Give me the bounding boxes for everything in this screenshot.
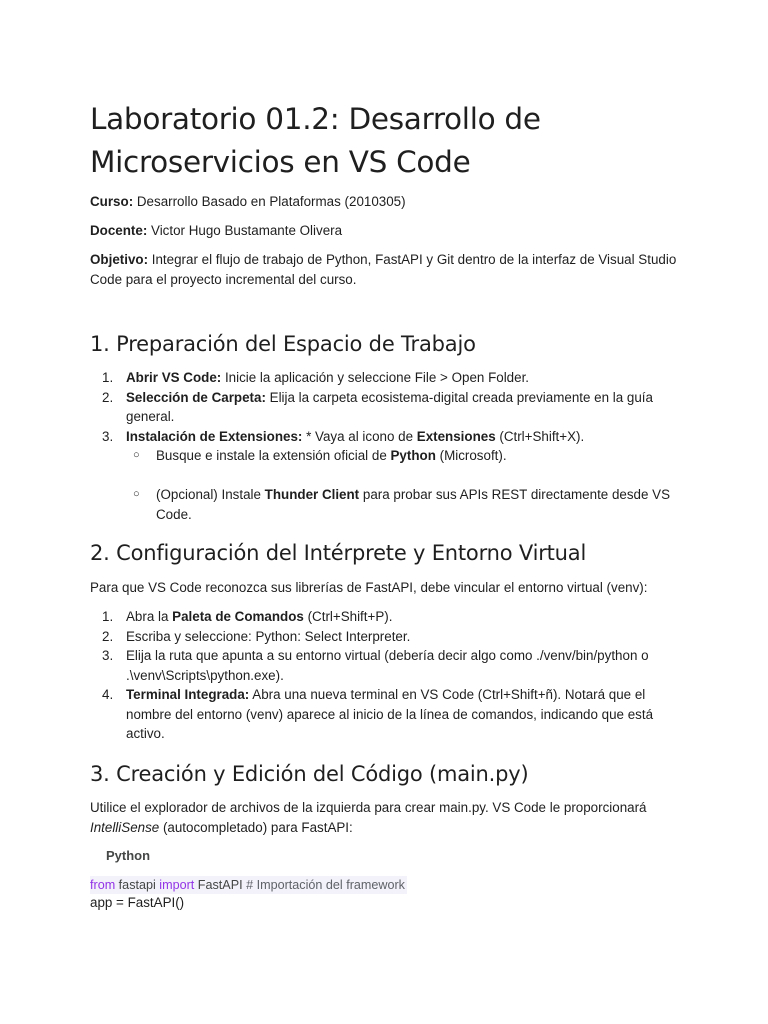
section3-heading: 3. Creación y Edición del Código (main.py) — [90, 762, 529, 786]
list-item — [90, 388, 690, 427]
sublist-bold: Thunder Client — [264, 487, 360, 502]
curso-label: Curso: — [90, 194, 134, 209]
list-item-bold: Paleta de Comandos — [172, 609, 304, 624]
section1-list — [90, 368, 690, 524]
sublist-text: para probar sus APIs REST directamente desde VS Code. — [156, 487, 671, 522]
code-comment: # Importación del framework — [246, 878, 405, 892]
section1-heading: 1. Preparación del Espacio de Trabajo — [90, 332, 476, 356]
list-item-text: Inicie la aplicación y seleccione File > Open Folder. — [221, 370, 530, 385]
section2-intro: Para que VS Code reconozca sus librerías de FastAPI, debe vincular el entorno virtual (venv): — [90, 580, 648, 595]
list-item — [90, 646, 690, 685]
code-text: FastAPI — [194, 878, 247, 892]
code-language-label: Python — [106, 848, 151, 863]
list-item-text: Abra una nueva terminal en VS Code (Ctrl+Shift+ñ). Notará que el nombre del entorno (venv) aparece al inicio de la línea de comandos, indicando que está activo. — [126, 687, 654, 741]
objetivo-line — [90, 250, 690, 290]
list-number: 1. — [102, 370, 114, 385]
section2-list — [90, 607, 690, 744]
list-item-text: (Ctrl+Shift+P). — [303, 609, 393, 624]
list-number: 2. — [102, 628, 114, 644]
list-item-text: Abra la — [126, 609, 173, 624]
list-item-text: Escriba y seleccione: Python: Select Interpreter. — [126, 628, 411, 644]
curso-line — [90, 192, 690, 212]
list-number: 3. — [102, 428, 114, 444]
docente-value: Victor Hugo Bustamante Olivera — [147, 223, 343, 238]
code-keyword: import — [159, 878, 195, 892]
code-block — [90, 876, 407, 912]
list-item — [90, 685, 690, 744]
list-number: 3. — [102, 648, 114, 663]
list-item — [90, 627, 690, 647]
sublist-item — [126, 446, 690, 466]
list-number: 1. — [102, 609, 114, 624]
sublist-bold: Python — [390, 448, 436, 463]
list-item-bold: Terminal Integrada: — [126, 687, 250, 702]
code-line-1 — [90, 876, 407, 894]
section3-intro — [90, 798, 690, 838]
list-item — [90, 607, 690, 627]
list-item-bold: Instalación de Extensiones: — [126, 428, 303, 444]
list-item — [90, 427, 690, 525]
list-item-text: * Vaya al icono de — [302, 428, 417, 444]
code-keyword: from — [90, 878, 116, 892]
section3-intro-text: Utilice el explorador de archivos de la izquierda para crear main.py. VS Code le proporcionará — [90, 800, 647, 815]
code-line-2: app = FastAPI() — [90, 895, 185, 910]
curso-value: Desarrollo Basado en Plataformas (2010305) — [133, 194, 406, 209]
list-item-text: (Ctrl+Shift+X). — [495, 428, 585, 444]
objetivo-label: Objetivo: — [90, 252, 149, 267]
objetivo-value: Integrar el flujo de trabajo de Python, FastAPI y Git dentro de la interfaz de Visual Studio Code para el proyecto incremental del curso. — [90, 252, 677, 287]
sublist-item — [126, 485, 690, 524]
list-item-bold: Abrir VS Code: — [126, 370, 222, 385]
code-text: fastapi — [115, 878, 160, 892]
list-item-text: Elija la ruta que apunta a su entorno virtual (debería decir algo como ./venv/bin/python o .\venv\Scripts\python.exe). — [126, 648, 649, 683]
section2-heading: 2. Configuración del Intérprete y Entorno Virtual — [90, 541, 587, 565]
sublist-text: (Opcional) Instale — [156, 487, 265, 502]
list-item-bold: Extensiones — [416, 428, 496, 444]
list-item-bold: Selección de Carpeta: — [126, 389, 266, 405]
docente-line — [90, 221, 690, 241]
hollow-bullet-icon: ○ — [133, 449, 140, 461]
sublist-text: Busque e instale la extensión oficial de — [156, 448, 391, 463]
extension-sublist — [126, 446, 690, 524]
hollow-bullet-icon: ○ — [133, 488, 140, 500]
sublist-text: (Microsoft). — [435, 448, 507, 463]
list-number: 4. — [102, 687, 114, 702]
section3-intro-text: (autocompletado) para FastAPI: — [159, 820, 353, 835]
list-item-text: Elija la carpeta ecosistema-digital creada previamente en la guía general. — [126, 389, 653, 424]
list-number: 2. — [102, 389, 114, 405]
document-title: Laboratorio 01.2: Desarrollo de Microservicios en VS Code — [90, 102, 541, 179]
docente-label: Docente: — [90, 223, 148, 238]
section3-intro-emphasis: IntelliSense — [90, 820, 160, 835]
list-item — [90, 368, 690, 388]
